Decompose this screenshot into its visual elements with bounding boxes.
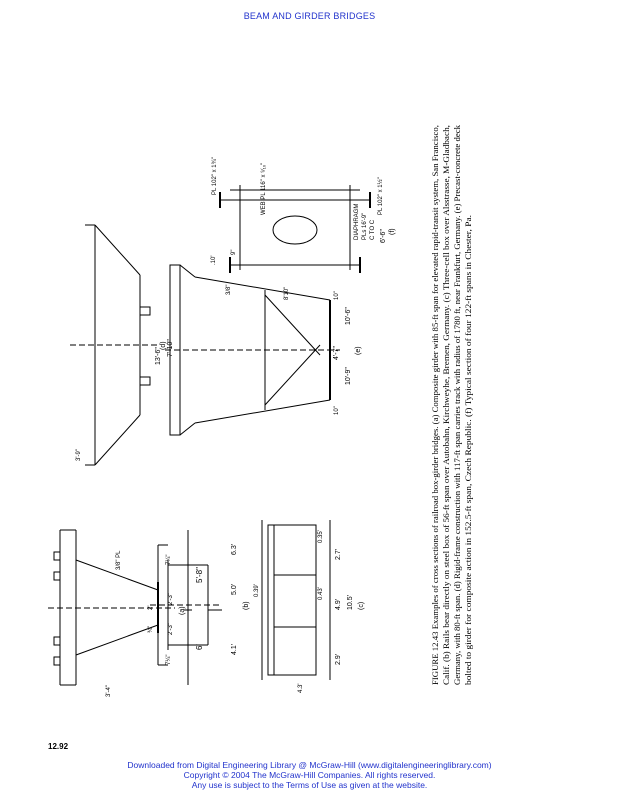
dim-a-7: 3/8" PL [116,550,122,570]
dim-c-3: 2.7' [335,548,342,560]
panel-d-drawing [70,225,160,465]
dim-c-5: 0.43' [318,587,324,600]
dim-c-4: 10.5' [347,595,354,610]
dim-c-7: 0.39' [254,584,260,597]
panel-e-drawing [165,265,340,435]
footer-terms-line: Any use is subject to the Terms of Use as given at the website. [191,780,428,790]
page-number: 12.92 [48,742,69,751]
dim-e-8: .10' [211,255,217,265]
dim-e-9: 3/8" [226,284,232,295]
dim-a-8: 3'-4" [106,685,112,697]
dim-a-6: 7¼" [166,554,172,565]
caption-line-2: Calif. (b) Rails bear directly on steel box of 56-ft span over Autobahn, Kirchweyhe, Bremen, Germany. (c) Three-cell box over Alsstrasse, M-Gladbach, [442,186,451,685]
dim-a-3: 7¼" [166,654,172,665]
panel-label-e: (e) [355,346,362,355]
dim-f-4: PLs 16'-9" [362,212,368,240]
dim-b-1: 4.1' [231,643,238,655]
panel-label-f: (f) [389,228,396,235]
dim-a-5: 2'-3" [168,593,174,605]
dim-c-8: 4.3' [298,683,304,693]
footer-download-line: Downloaded from Digital Engineering Library @ McGraw-Hill (www.digitalengineeringlibrary.com) [127,760,492,770]
dim-c-2: 4.9' [335,598,342,610]
footer [0,760,619,790]
dim-a-9: 2' [148,605,154,610]
panel-f-drawing [220,185,370,273]
panel-label-d: (d) [160,341,167,350]
dim-d-1: 3'-9" [76,449,82,461]
dim-f-5: C TO C [370,219,376,240]
footer-copyright-line: Copyright © 2004 The McGraw-Hill Companies. All rights reserved. [183,770,436,780]
caption-line-3: Germany, with 80-ft span. (d) Rigid-frame construction with 117-ft span carries track with radius of 1780 ft, near Frankfurt, Germany. (e) Precast-concrete deck [453,160,462,685]
panel-label-a: (a) [179,606,186,615]
dim-f-2: WEB PL 116" x ⁹⁄₁₆" [261,162,267,215]
figure-caption [431,124,473,685]
dim-f-6: PL 102" x 1½" [378,177,384,215]
dim-c-6: 0.35' [318,530,324,543]
dim-e-1: 13'-6" [155,347,162,365]
caption-line-1: FIGURE 12.43 Examples of cross sections of railroad box-girder bridges. (a) Composite girder with 85-ft span for elevated rapid-transit system, San Francisco, [431,161,440,685]
dim-e-5: 4'-7" [333,346,340,360]
dim-a-4: 2'-3" [168,623,174,635]
dim-a-2: 5'-8" [195,567,204,583]
running-header: BEAM AND GIRDER BRIDGES [243,11,376,21]
dim-b-2: 5.0' [231,583,238,595]
figure-drawing [40,115,510,705]
dim-e-11: 9" [231,249,237,255]
dim-a-1: 6' [195,644,204,650]
dim-c-1: 2.9' [335,653,342,665]
figure-12-43 [40,115,510,705]
dim-b-3: 6.3' [231,543,238,555]
dim-e-6: 10" [334,406,340,415]
dim-e-10: 8'10" [284,286,290,300]
dim-e-3: 10'-9" [345,367,352,385]
panel-label-c: (c) [358,601,365,610]
caption-line-4: bolted to girder for composite action in 152.5-ft span, Czech Republic. (f) Typical section of four 122-ft spans in Chester, Pa. [464,275,473,685]
dim-f-7: 6'-6" [380,229,387,243]
panel-label-b: (b) [243,601,250,610]
dim-e-4: 10'-6" [345,307,352,325]
dim-f-1: PL 102" x 1¾" [212,157,218,195]
dim-f-3: DIAPHRAGM [354,203,360,240]
dim-e-2: 7'-10" [167,339,174,357]
dim-e-7: 10" [334,291,340,300]
panel-b-drawing [150,545,222,665]
dim-b-4: ¾" [148,625,154,633]
